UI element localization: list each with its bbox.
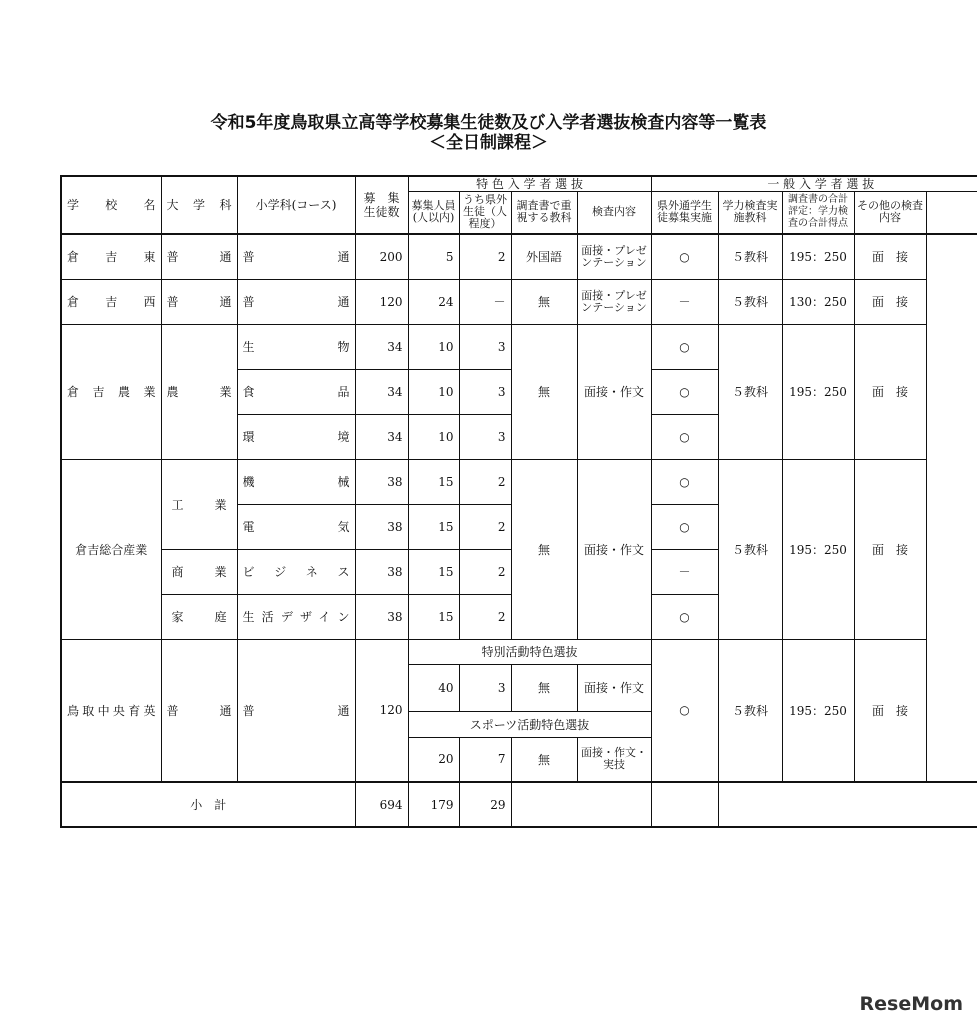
admissions-table <box>60 175 977 828</box>
title: 令和5年度鳥取県立高等学校募集生徒数及び入学者選抜検査内容等一覧表 <box>210 113 767 133</box>
school-name: 倉吉農業 <box>61 324 161 459</box>
t-num: 15 <box>408 459 459 504</box>
capacity: 34 <box>355 324 408 369</box>
t-exam: 面接・作文 <box>577 459 651 639</box>
t-out: 3 <box>459 369 511 414</box>
g-ratio: 130：250 <box>782 279 854 324</box>
t-out: 7 <box>459 737 511 782</box>
document-title <box>0 113 977 153</box>
empty-cell <box>718 782 977 827</box>
g-out: ○ <box>651 414 718 459</box>
capacity: 38 <box>355 504 408 549</box>
course: 食品 <box>237 369 355 414</box>
t-out: － <box>459 279 511 324</box>
course: 普通 <box>237 639 355 782</box>
t-num: 15 <box>408 504 459 549</box>
table-row <box>61 459 977 504</box>
t-subj: 無 <box>511 737 577 782</box>
course: 電気 <box>237 504 355 549</box>
t-num: 15 <box>408 549 459 594</box>
dept: 家庭 <box>161 594 237 639</box>
g-out: ○ <box>651 324 718 369</box>
g-ratio: 195：250 <box>782 234 854 279</box>
capacity: 120 <box>355 639 408 782</box>
header-g-ratio: 調査書の合計評定：学力検査の合計得点 <box>782 191 854 234</box>
g-other: 面 接 <box>854 234 926 279</box>
total-row <box>61 782 977 827</box>
t-num: 40 <box>408 664 459 711</box>
t-num: 10 <box>408 414 459 459</box>
header-tokushoku: 特 色 入 学 者 選 抜 <box>408 176 651 191</box>
g-out: ○ <box>651 234 718 279</box>
g-subj: ５教科 <box>718 459 782 639</box>
capacity: 38 <box>355 594 408 639</box>
t-out: 3 <box>459 324 511 369</box>
header-g-other: その他の検査内容 <box>854 191 926 234</box>
header-t-exam: 検査内容 <box>577 191 651 234</box>
t-exam: 面接・作文 <box>577 324 651 459</box>
header-ippan: 一 般 入 学 者 選 抜 <box>651 176 977 191</box>
t-num: 10 <box>408 324 459 369</box>
table-row <box>61 639 977 664</box>
capacity: 38 <box>355 549 408 594</box>
header-dept: 大学科 <box>161 176 237 234</box>
total-t-out: 29 <box>459 782 511 827</box>
g-ratio: 195：250 <box>782 324 854 459</box>
g-other: 面 接 <box>854 639 926 782</box>
g-ratio: 195：250 <box>782 639 854 782</box>
capacity: 34 <box>355 414 408 459</box>
t-out: 2 <box>459 459 511 504</box>
school-name: 倉吉総合産業 <box>61 459 161 639</box>
g-subj: ５教科 <box>718 234 782 279</box>
t-out: 2 <box>459 504 511 549</box>
t-subj: 無 <box>511 279 577 324</box>
t-out: 3 <box>459 414 511 459</box>
t-exam: 面接・作文・実技 <box>577 737 651 782</box>
g-out: ○ <box>651 639 718 782</box>
t-num: 15 <box>408 594 459 639</box>
g-subj: ５教科 <box>718 324 782 459</box>
capacity: 200 <box>355 234 408 279</box>
g-other: 面 接 <box>854 279 926 324</box>
t-subj: 無 <box>511 324 577 459</box>
table-row <box>61 234 977 279</box>
t-out: 3 <box>459 664 511 711</box>
header-course: 小学科(コース) <box>237 176 355 234</box>
subtitle: ＜全日制課程＞ <box>429 133 548 153</box>
header-t-num: 募集人員(人以内) <box>408 191 459 234</box>
header-g-subj: 学力検査実施教科 <box>718 191 782 234</box>
t-subj: 無 <box>511 664 577 711</box>
course: 普通 <box>237 234 355 279</box>
g-subj: ５教科 <box>718 639 782 782</box>
dept: 農業 <box>161 324 237 459</box>
t-subj: 無 <box>511 459 577 639</box>
course: ビジネス <box>237 549 355 594</box>
dept: 普通 <box>161 279 237 324</box>
total-label: 小 計 <box>61 782 355 827</box>
dept: 商業 <box>161 549 237 594</box>
g-out: ○ <box>651 504 718 549</box>
t-num: 5 <box>408 234 459 279</box>
header-t-out: うち県外生徒（人程度） <box>459 191 511 234</box>
course: 普通 <box>237 279 355 324</box>
t-num: 10 <box>408 369 459 414</box>
g-out: ○ <box>651 369 718 414</box>
total-capacity: 694 <box>355 782 408 827</box>
g-other: 面 接 <box>854 459 926 639</box>
t-num: 24 <box>408 279 459 324</box>
capacity: 34 <box>355 369 408 414</box>
selection-type-label: 特別活動特色選抜 <box>408 639 651 664</box>
total-t-num: 179 <box>408 782 459 827</box>
t-exam: 面接・プレゼンテーション <box>577 234 651 279</box>
t-exam: 面接・作文 <box>577 664 651 711</box>
g-other: 面 接 <box>854 324 926 459</box>
header-school: 学 校 名 <box>61 176 161 234</box>
empty-cell <box>651 782 718 827</box>
dept: 普通 <box>161 234 237 279</box>
t-out: 2 <box>459 234 511 279</box>
dept: 工業 <box>161 459 237 549</box>
header-g-out: 県外通学生徒募集実施 <box>651 191 718 234</box>
t-out: 2 <box>459 549 511 594</box>
course: 生活デザイン <box>237 594 355 639</box>
t-num: 20 <box>408 737 459 782</box>
capacity: 38 <box>355 459 408 504</box>
t-out: 2 <box>459 594 511 639</box>
course: 機械 <box>237 459 355 504</box>
t-subj: 外国語 <box>511 234 577 279</box>
school-name: 倉吉東 <box>61 234 161 279</box>
table-row <box>61 324 977 369</box>
school-name: 倉吉西 <box>61 279 161 324</box>
table-row <box>61 279 977 324</box>
school-name: 鳥取中央育英 <box>61 639 161 782</box>
t-exam: 面接・プレゼンテーション <box>577 279 651 324</box>
header-t-subj: 調査書で重視する教科 <box>511 191 577 234</box>
g-out: － <box>651 279 718 324</box>
g-ratio: 195：250 <box>782 459 854 639</box>
empty-cell <box>511 782 651 827</box>
header-capacity: 募 集 生徒数 <box>355 176 408 234</box>
course: 生物 <box>237 324 355 369</box>
g-out: － <box>651 549 718 594</box>
selection-type-label: スポーツ活動特色選抜 <box>408 711 651 737</box>
capacity: 120 <box>355 279 408 324</box>
g-subj: ５教科 <box>718 279 782 324</box>
course: 環境 <box>237 414 355 459</box>
resemom-logo: ReseMom <box>859 993 963 1015</box>
g-out: ○ <box>651 594 718 639</box>
g-out: ○ <box>651 459 718 504</box>
dept: 普通 <box>161 639 237 782</box>
